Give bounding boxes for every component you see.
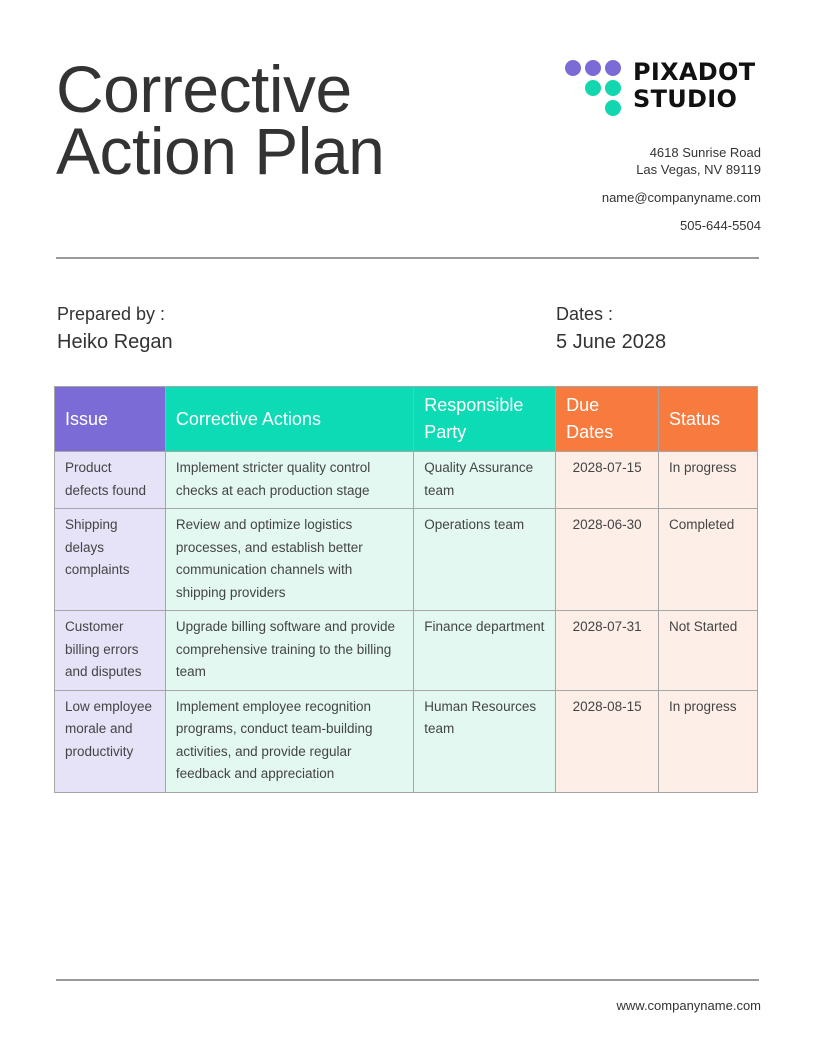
cell-status: In progress bbox=[659, 452, 758, 509]
cell-issue: Shipping delays complaints bbox=[55, 509, 166, 611]
company-name bbox=[633, 59, 755, 113]
cell-corrective-action: Review and optimize logistics processes, and establish better communication channels with shipping providers bbox=[165, 509, 413, 611]
cell-status: Completed bbox=[659, 509, 758, 611]
header-status: Status bbox=[659, 387, 758, 452]
header-corrective-actions: Corrective Actions bbox=[165, 387, 413, 452]
cell-responsible-party: Human Resources team bbox=[414, 690, 556, 792]
cell-due-date: 2028-07-31 bbox=[556, 611, 659, 691]
dates-value: 5 June 2028 bbox=[556, 331, 667, 353]
cell-issue: Product defects found bbox=[55, 452, 166, 509]
header-issue: Issue bbox=[55, 387, 166, 452]
header-responsible-party: Responsible Party bbox=[414, 387, 556, 452]
header-divider bbox=[56, 257, 759, 259]
cell-due-date: 2028-07-15 bbox=[556, 452, 659, 509]
table-row bbox=[55, 690, 758, 792]
title-line-1: Corrective bbox=[56, 52, 352, 126]
table-row bbox=[55, 509, 758, 611]
company-address bbox=[602, 144, 761, 178]
company-email[interactable]: name@companyname.com bbox=[601, 190, 761, 205]
cell-corrective-action: Implement employee recognition programs, conduct team-building activities, and provide regular feedback and appreciation bbox=[165, 690, 413, 792]
prepared-by-value: Heiko Regan bbox=[57, 331, 173, 353]
table-row bbox=[55, 452, 758, 509]
cell-corrective-action: Upgrade billing software and provide comprehensive training to the billing team bbox=[165, 611, 413, 691]
cell-responsible-party: Finance department bbox=[414, 611, 556, 691]
cell-status: Not Started bbox=[659, 611, 758, 691]
pixel-dots-icon bbox=[565, 58, 625, 118]
cell-issue: Low employee morale and productivity bbox=[55, 690, 166, 792]
cell-responsible-party: Quality Assurance team bbox=[414, 452, 556, 509]
cell-due-date: 2028-08-15 bbox=[556, 690, 659, 792]
address-line-2: Las Vegas, NV 89119 bbox=[636, 162, 761, 177]
contact-block bbox=[602, 144, 761, 234]
company-logo bbox=[565, 58, 765, 118]
company-phone: 505-644-5504 bbox=[680, 218, 761, 233]
cell-status: In progress bbox=[659, 690, 758, 792]
prepared-by-label: Prepared by : bbox=[57, 304, 166, 324]
cell-responsible-party: Operations team bbox=[414, 509, 556, 611]
corrective-action-table bbox=[54, 386, 758, 793]
footer-website-link[interactable]: www.companyname.com bbox=[616, 998, 761, 1013]
page-title bbox=[56, 52, 385, 188]
table-row bbox=[55, 611, 758, 691]
title-line-2: Action Plan bbox=[56, 114, 385, 188]
dates-label: Dates : bbox=[556, 304, 614, 324]
footer-divider bbox=[56, 979, 759, 981]
table-header-row bbox=[55, 387, 758, 452]
cell-due-date: 2028-06-30 bbox=[556, 509, 659, 611]
address-line-1: 4618 Sunrise Road bbox=[649, 145, 761, 160]
header-due-dates: Due Dates bbox=[556, 387, 659, 452]
cell-corrective-action: Implement stricter quality control checks at each production stage bbox=[165, 452, 413, 509]
company-name-line-2: STUDIO bbox=[633, 85, 738, 113]
cell-issue: Customer billing errors and disputes bbox=[55, 611, 166, 691]
company-name-line-1: PIXADOT bbox=[633, 58, 756, 86]
